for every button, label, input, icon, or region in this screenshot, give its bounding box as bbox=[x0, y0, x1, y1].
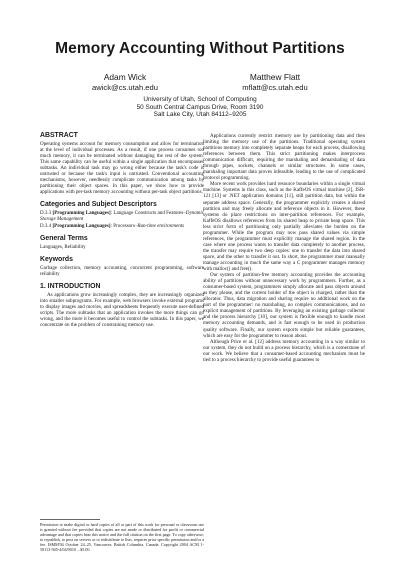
left-column bbox=[40, 132, 204, 328]
category-text: : Language Constructs and Features– bbox=[110, 210, 186, 217]
introduction-text: As applications grow increasingly complex, they are increasingly organized into smaller subprograms. For example, web browsers invoke external programs to display images and movies, and spreadsheets frequently execute user-defined scripts. The more subtasks that an application invokes the more things can go wrong, and the more it becomes useful to control the subtasks. In this paper, we concentrate on the problem of constraining memory use. bbox=[40, 291, 204, 328]
category-text: : Processors– bbox=[110, 222, 138, 229]
category-item bbox=[40, 223, 204, 229]
footnote-rule bbox=[40, 519, 100, 520]
category-code: D.3.3 bbox=[40, 210, 52, 217]
abstract-heading: ABSTRACT bbox=[40, 132, 78, 139]
author-name: Adam Wick bbox=[103, 72, 147, 82]
right-column bbox=[203, 133, 365, 363]
introduction-heading: 1. INTRODUCTION bbox=[40, 282, 101, 290]
abstract-text: Operating systems account for memory consumption and allow for termination at the level of individual processes. As a result, if one process consumes too much memory, it can be terminated without damaging the rest of the system. This same capability can be useful within a single application that encompasses subtasks. An individual task may go wrong either because the task's code is untrusted or because the task's input is untrusted. Conventional accounting mechanisms, however, needlessly complicate communication among tasks by partitioning their object spaces. In this paper, we show how to provide applications with per-task memory accounting without per-task object partitions. bbox=[40, 141, 204, 196]
author-email: awick@cs.utah.edu bbox=[92, 83, 158, 92]
categories-heading: Categories and Subject Descriptors bbox=[40, 201, 157, 209]
author-name: Matthew Flatt bbox=[249, 72, 301, 82]
body-paragraph: Applications currently restrict memory use by partitioning data and then limiting the memory use of the partitions. Traditional operating system partitions memory into completely separate heaps for each process, disallowing references between them. This strict partitioning makes interprocess communication difficult, requiring the marshaling and demarshaling of data through pipes, sockets, channels or similar structures. In some cases, marshaling important data proves infeasible, leading to the use of complicated protocol programming. bbox=[203, 133, 365, 182]
category-class: [Programming Languages] bbox=[52, 222, 111, 229]
general-terms-heading: General Terms bbox=[40, 234, 88, 242]
keywords-text: Garbage collection, memory accounting, concurrent programming, software reliability bbox=[40, 264, 204, 277]
paper-title: Memory Accounting Without Partitions bbox=[55, 40, 345, 57]
author-block-2 bbox=[180, 72, 370, 92]
category-class: [Programming Languages] bbox=[52, 210, 111, 217]
affiliation-line: University of Utah, School of Computing bbox=[143, 96, 257, 103]
body-paragraph: More recent work provides hard resource boundaries within a single virtual machine. Systems in this class, such as the KaffeOS virtual machine [2], JSR-121 [13] or .NET application domains [11], still partition data, but within the separate address space. Generally, the programmer explicitly creates a shared partition and may freely allocate and reference objects in it. However, these systems do place restrictions on inter-partition references. For example, KaffeOS disallows references from its shared heap to private heap space. This less strict form of partitioning only partially alleviates the burden on the programmer. While the program may now pass shared values via simple references, the programmer must explicitly manage the shared region. In the case where one process wants to transfer data completely to another process, the transfer may require two deep copies: one to transfer the data into shared space, and the other to transfer it out. In short, the programmer must manually manage accounting in much the same way a C programmer manages memory with malloc() and free(). bbox=[203, 181, 365, 273]
body-paragraph: Our system of partition-free memory accounting provides the accounting ability of partitions without unnecessary work by programmers. Further, as a consumer-based system, programmers simply allocate and pass objects around as they please, and the current holder of the object is charged, rather than the allocator. Thus, data migration and sharing require no additional work on the part of the programmer: no marshaling, no complex communications, and no explicit management of partitions. By leveraging an existing garbage collector and the process hierarchy [10], our system is flexible enough to handle most memory accounting demands, and is fast enough to be used in production quality software. Finally, our system exports simple but reliable guarantees, which are easy for the programmer to reason about. bbox=[203, 272, 365, 339]
category-item bbox=[40, 210, 204, 222]
category-topic: Run-time environments bbox=[137, 222, 185, 229]
affiliation-line: 50 South Central Campus Drive, Room 3190 bbox=[136, 103, 264, 111]
keywords-heading: Keywords bbox=[40, 255, 73, 263]
body-paragraph: Although Price et al. [12] address memory accounting in a way similar to our system, they do not build on a process hierarchy, which is a cornerstone of our work. We believe that a consumer-based accounting mechanism must be tied to a process hierarchy to provide useful guarantees to bbox=[203, 338, 365, 363]
general-terms-text: Languages, Reliability bbox=[40, 243, 86, 250]
affiliation-line: Salt Lake City, Utah 84112–9205 bbox=[153, 111, 247, 119]
category-code: D.3.4 bbox=[40, 222, 52, 229]
author-email: mflatt@cs.utah.edu bbox=[242, 83, 308, 92]
affiliation bbox=[0, 96, 400, 119]
category-topic: Dynamic Storage Management bbox=[40, 210, 205, 223]
copyright-footnote: Permission to make digital or hard copies of all or part of this work for personal or classroom use is granted without fee provided that copies are not made or distributed for profit or commercial advantage and that copies bear this notice and the full citation on the first page. To copy otherwise, to republish, to post on servers or to redistribute to lists, requires prior specific permission and/or a fee. ISMM'04 October 24–25, Vancouver, British Columbia, Canada. Copyright 2004 ACM 1-58113-945-4/04/0010 ...$5.00. bbox=[40, 522, 204, 552]
